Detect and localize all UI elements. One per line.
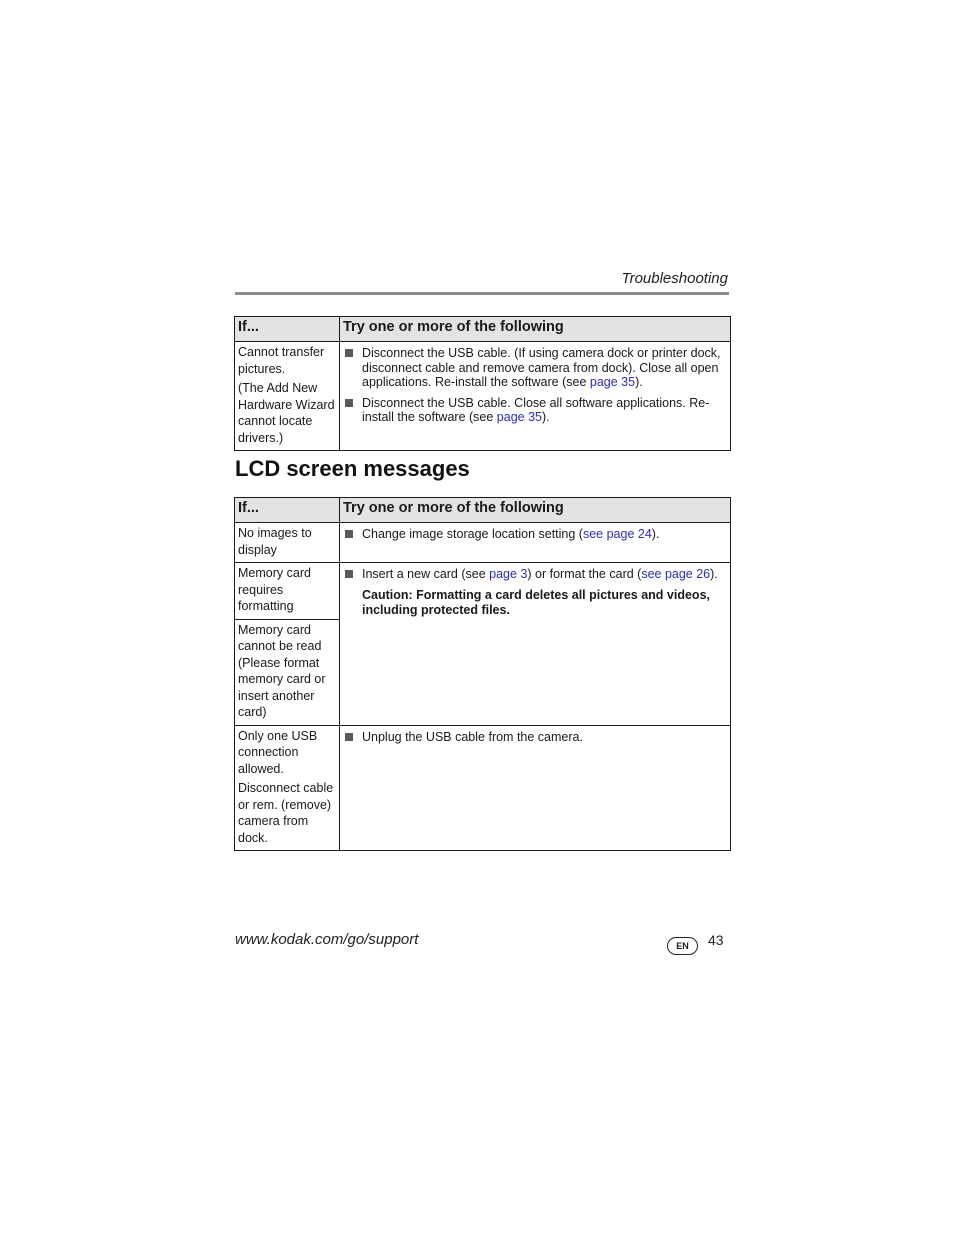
square-bullet-icon <box>345 733 353 741</box>
condition-text: Only one USB connection allowed. <box>238 728 318 776</box>
page-link[interactable]: see page 26 <box>641 567 711 581</box>
condition-cell <box>235 342 340 451</box>
condition-text: Disconnect cable or rem. (remove) camera from dock. <box>238 781 334 845</box>
square-bullet-icon <box>345 349 353 357</box>
page-link[interactable]: page 35 <box>496 410 542 424</box>
condition-text: Cannot transfer pictures. <box>238 345 325 376</box>
running-header: Troubleshooting <box>621 270 728 287</box>
condition-text: No images to display <box>238 526 312 557</box>
square-bullet-icon <box>345 530 353 538</box>
col-header-if: If... <box>235 498 340 523</box>
list-item: Disconnect the USB cable. (If using camera dock or printer dock, disconnect cable and remove camera from dock). Close all open applications. Re-install the software (see page 35). <box>343 346 727 390</box>
square-bullet-icon <box>345 399 353 407</box>
solution-cell <box>340 725 731 851</box>
square-bullet-icon <box>345 570 353 578</box>
page-link[interactable]: page 3 <box>489 567 528 581</box>
col-header-try: Try one or more of the following <box>340 317 731 342</box>
col-header-if: If... <box>235 317 340 342</box>
table-row <box>235 523 731 563</box>
solution-cell <box>340 563 731 726</box>
list-item: Unplug the USB cable from the camera. <box>343 730 727 745</box>
condition-cell <box>235 725 340 851</box>
condition-cell <box>235 619 340 725</box>
language-badge: EN <box>667 937 698 955</box>
header-rule <box>235 292 729 295</box>
list-item: Disconnect the USB cable. Close all software applications. Re-install the software (see page 35). <box>343 396 727 425</box>
caution-note: Caution: Formatting a card deletes all pictures and videos, including protected files. <box>362 587 710 617</box>
list-item: Insert a new card (see page 3) or format the card (see page 26). <box>343 567 727 582</box>
condition-cell <box>235 523 340 563</box>
table-row <box>235 563 731 620</box>
lcd-messages-table <box>234 497 731 851</box>
condition-text: Memory card requires formatting <box>238 566 311 613</box>
condition-text: (The Add New Hardware Wizard cannot locate drivers.) <box>238 381 335 445</box>
col-header-try: Try one or more of the following <box>340 498 731 523</box>
table-row <box>235 342 731 451</box>
page-link[interactable]: see page 24 <box>582 527 652 541</box>
table-row <box>235 725 731 851</box>
condition-text: Memory card cannot be read (Please format memory card or insert another card) <box>238 622 326 719</box>
solution-cell <box>340 342 731 451</box>
solution-cell <box>340 523 731 563</box>
troubleshooting-table <box>234 316 731 451</box>
list-item: Change image storage location setting (see page 24). <box>343 527 727 542</box>
section-title: LCD screen messages <box>235 456 470 481</box>
condition-cell <box>235 563 340 620</box>
page-link[interactable]: page 35 <box>589 375 636 389</box>
page-number: 43 <box>708 932 724 948</box>
support-url: www.kodak.com/go/support <box>235 931 419 948</box>
